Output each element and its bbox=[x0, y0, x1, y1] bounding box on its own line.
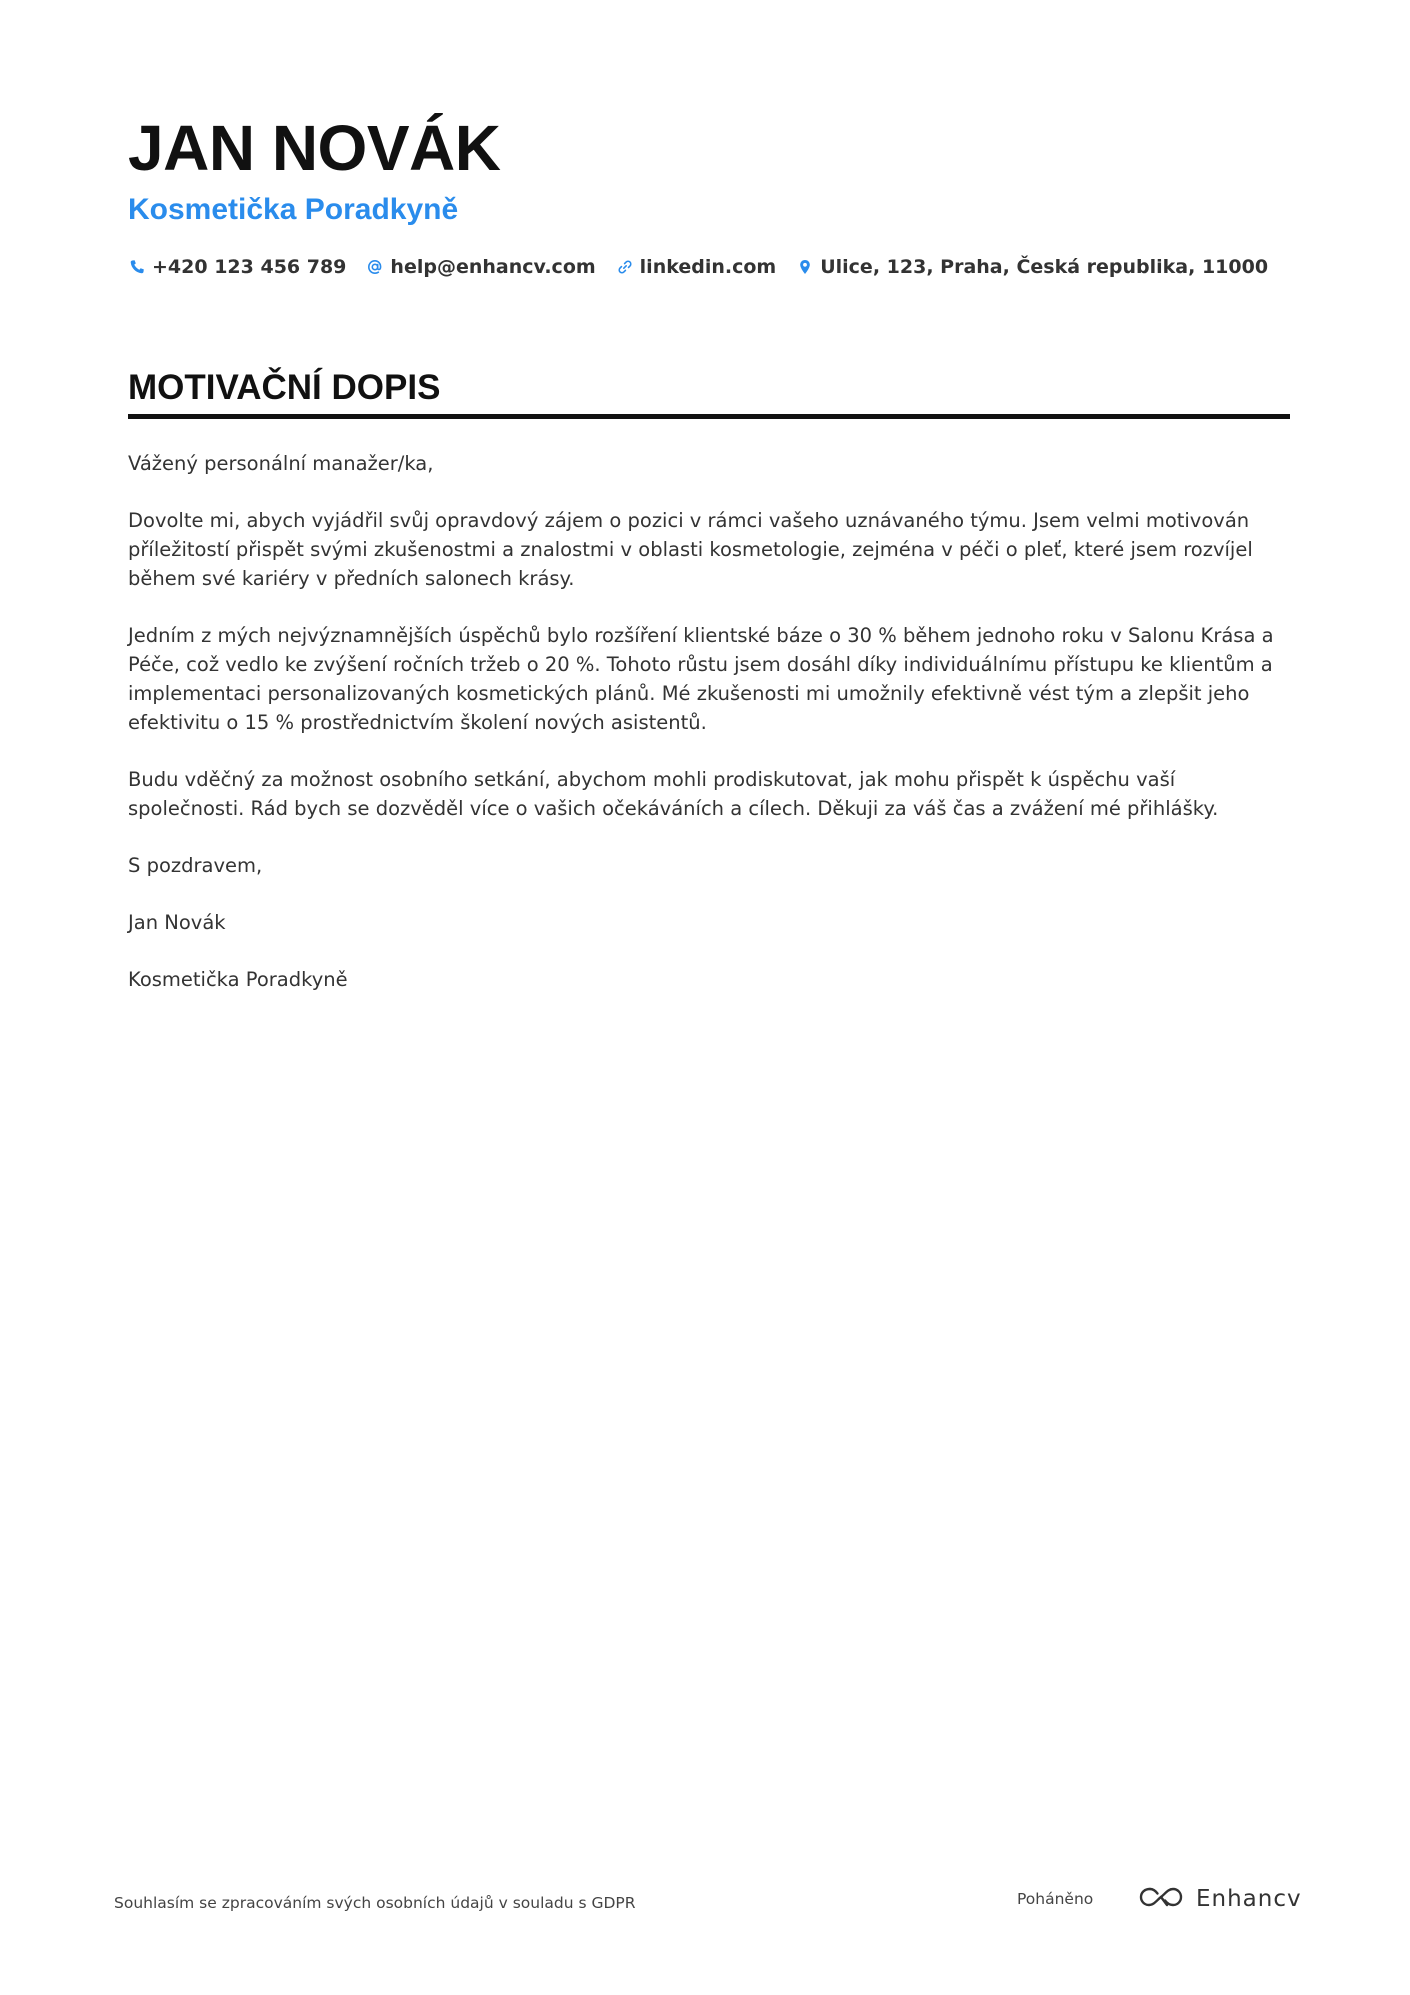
enhancv-brand[interactable] bbox=[1138, 1884, 1302, 1914]
link-icon bbox=[616, 258, 634, 276]
phone-text: +420 123 456 789 bbox=[152, 256, 347, 278]
contact-email[interactable] bbox=[366, 256, 595, 278]
contact-bar bbox=[128, 256, 1288, 278]
closing: S pozdravem, bbox=[128, 854, 263, 877]
letter-paragraph: Budu vděčný za možnost osobního setkání, abychom mohli prodiskutovat, jak mohu přispět k úspěchu vaší společnosti. Rád bych se dozvěděl více o vašich očekáváních a cílech. Děkuji za váš čas a zvážení mé přihlášky. bbox=[128, 768, 1219, 820]
header bbox=[128, 108, 1288, 278]
letter-paragraph: Jedním z mých nejvýznamnějších úspěchů bylo rozšíření klientské báze o 30 % během jednoho roku v Salonu Krása a Péče, což vedlo ke zvýšení ročních tržeb o 20 %. Tohoto růstu jsem dosáhl díky individuálnímu přístupu ke klientům a implementaci personalizovaných kosmetických plánů. Mé zkušenosti mi umožnily efektivně vést tým a zlepšit jeho efektivitu o 15 % prostřednictvím školení nových asistentů. bbox=[128, 624, 1274, 734]
location-pin-icon bbox=[796, 258, 814, 276]
brand-name: Enhancv bbox=[1196, 1886, 1302, 1912]
enhancv-logo-icon bbox=[1138, 1884, 1196, 1914]
salutation: Vážený personální manažer/ka, bbox=[128, 452, 434, 475]
gdpr-consent: Souhlasím se zpracováním svých osobních údajů v souladu s GDPR bbox=[114, 1894, 636, 1912]
contact-phone[interactable] bbox=[128, 256, 346, 278]
letter-paragraph: Dovolte mi, abych vyjádřil svůj opravdový zájem o pozici v rámci vašeho uznávaného týmu. Jsem velmi motivován příležitostí přispět svými zkušenostmi a znalostmi v oblasti kosmetologie, zejména v péči o pleť, které jsem rozvíjel během své kariéry v předních salonech krásy. bbox=[128, 509, 1253, 590]
signature-title: Kosmetička Poradkyně bbox=[128, 968, 348, 991]
letter-body bbox=[128, 449, 1290, 994]
address-text: Ulice, 123, Praha, Česká republika, 11000 bbox=[820, 256, 1269, 278]
linkedin-text: linkedin.com bbox=[639, 256, 777, 278]
at-icon bbox=[366, 258, 384, 276]
candidate-name: JAN NOVÁK bbox=[128, 112, 501, 184]
email-text: help@enhancv.com bbox=[390, 256, 596, 278]
contact-linkedin[interactable] bbox=[616, 256, 777, 278]
job-title: Kosmetička Poradkyně bbox=[128, 193, 459, 226]
contact-address bbox=[796, 256, 1268, 278]
signature-name: Jan Novák bbox=[128, 911, 226, 934]
section-title: MOTIVAČNÍ DOPIS bbox=[128, 366, 1290, 419]
cover-letter-section bbox=[128, 366, 1290, 1022]
powered-by-label: Poháněno bbox=[1017, 1890, 1094, 1908]
phone-icon bbox=[128, 258, 146, 276]
